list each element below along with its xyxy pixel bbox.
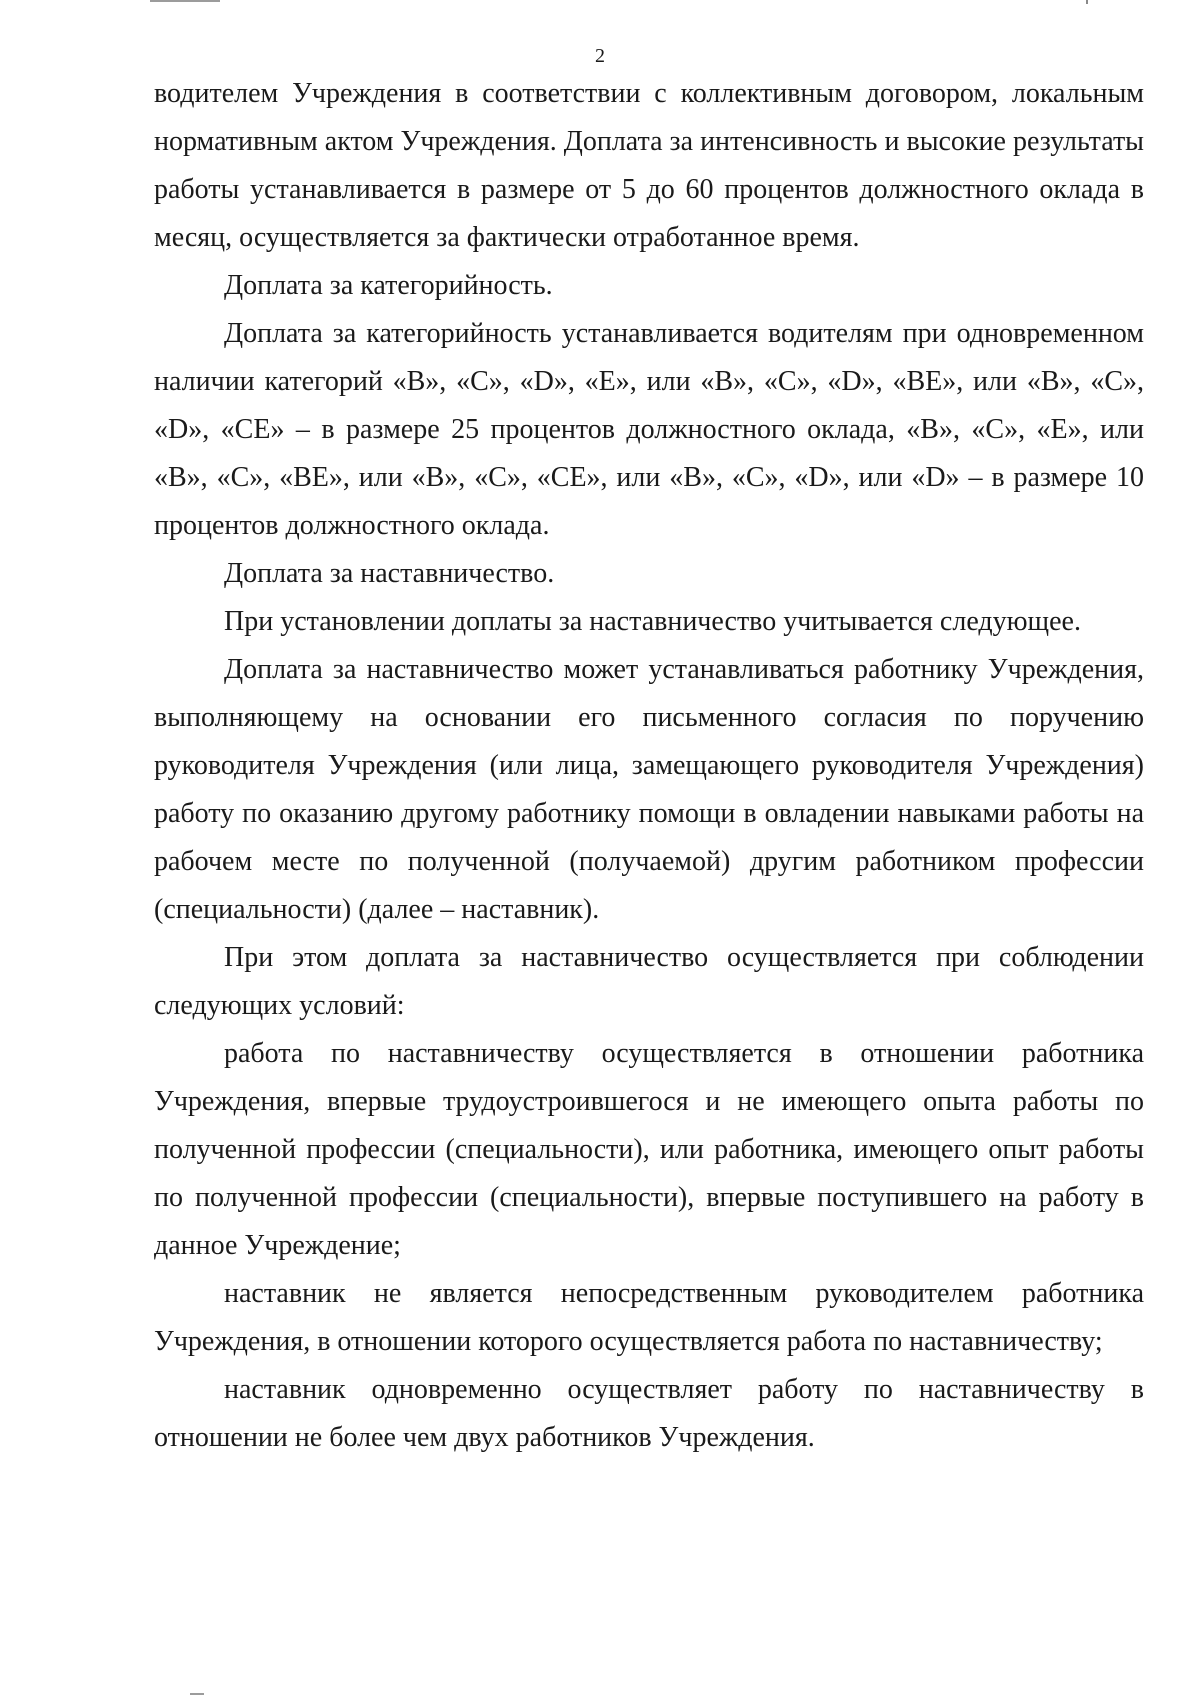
paragraph-mentoring-definition: Доплата за наставничество может устанавливаться работнику Учреждения, выполняющему на основании его письменного согласия по поручению руководителя Учреждения (или лица, замещающего руководителя Учреждения) работу по оказанию другому работнику помощи в овладении навыками работы на рабочем месте по полученной (получаемой) другим работником профессии (специальности) (далее – наставник). bbox=[154, 654, 1144, 925]
scan-artifact-bottom-left bbox=[190, 1693, 204, 1695]
paragraph-mentoring-intro: При установлении доплаты за наставничество учитывается следующее. bbox=[224, 606, 1081, 637]
condition-item-2: наставник не является непосредственным руководителем работника Учреждения, в отношении которого осуществляется работа по наставничеству; bbox=[154, 1278, 1144, 1357]
heading-mentoring-bonus: Доплата за наставничество. bbox=[224, 558, 555, 589]
scan-artifact-top-right bbox=[1086, 0, 1088, 4]
scan-artifact-top-left bbox=[150, 0, 220, 2]
paragraph-intensity-bonus-continued: водителем Учреждения в соответствии с коллективным договором, локальным нормативным актом Учреждения. Доплата за интенсивность и высокие результаты работы устанавливается в размере от 5 до 60 процентов должностного оклада в месяц, осуществляется за фактически отработанное время. bbox=[154, 78, 1144, 253]
paragraph-category-bonus: Доплата за категорийность устанавливается водителям при одновременном наличии категорий «B», «C», «D», «E», или «B», «C», «D», «BE», или «B», «C», «D», «CE» – в размере 25 процентов должностного оклада, «B», «C», «E», или «B», «C», «BE», или «B», «C», «CE», или «B», «C», «D», или «D» – в размере 10 процентов должностного оклада. bbox=[154, 318, 1144, 541]
paragraph-mentoring-conditions: При этом доплата за наставничество осуществляется при соблюдении следующих условий: bbox=[154, 942, 1144, 1021]
condition-item-1: работа по наставничеству осуществляется в отношении работника Учреждения, впервые трудоустроившегося и не имеющего опыта работы по полученной профессии (специальности), или работника, имеющего опыт работы по полученной профессии (специальности), впервые поступившего на работу в данное Учреждение; bbox=[154, 1038, 1144, 1261]
heading-category-bonus: Доплата за категорийность. bbox=[224, 270, 553, 301]
document-body bbox=[154, 70, 1144, 1462]
page-number: 2 bbox=[595, 45, 605, 67]
condition-item-3: наставник одновременно осуществляет работу по наставничеству в отношении не более чем двух работников Учреждения. bbox=[154, 1374, 1144, 1453]
